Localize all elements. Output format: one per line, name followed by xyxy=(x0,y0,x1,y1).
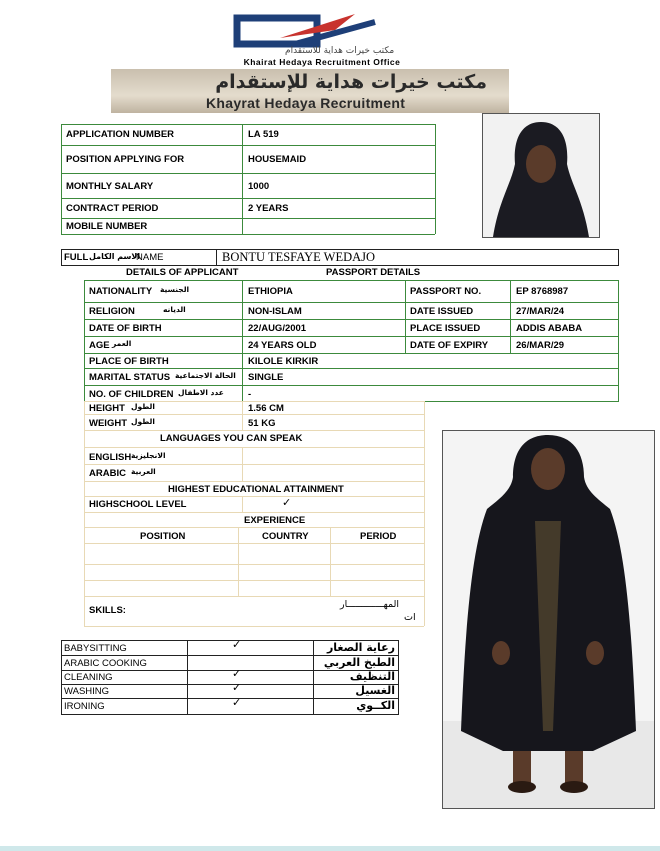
position-value: HOUSEMAID xyxy=(248,154,307,165)
logo-english-text: Khairat Hedaya Recruitment Office xyxy=(243,57,401,67)
experience-country-header: COUNTRY xyxy=(262,531,309,542)
mobile-label: MOBILE NUMBER xyxy=(66,221,148,232)
date-issued-value: 27/MAR/24 xyxy=(516,306,565,317)
nationality-value: ETHIOPIA xyxy=(248,286,293,297)
banner-arabic-text: مكتب خيرات هداية للإستقدام xyxy=(215,71,487,93)
skill-babysitting-check-icon: ✓ xyxy=(232,638,242,651)
skills-label: SKILLS: xyxy=(89,605,126,616)
company-logo xyxy=(225,8,440,66)
skill-ironing-arabic: الكــوي xyxy=(356,699,395,712)
passport-no-label: PASSPORT NO. xyxy=(410,286,482,297)
skill-washing-check-icon: ✓ xyxy=(232,681,242,694)
application-number-label: APPLICATION NUMBER xyxy=(66,129,175,140)
salary-label: MONTHLY SALARY xyxy=(66,181,154,192)
applicant-full-body-photo xyxy=(442,430,655,809)
salary-value: 1000 xyxy=(248,181,270,192)
children-value: - xyxy=(248,389,252,400)
english-label: ENGLISH xyxy=(89,452,132,463)
skills-arabic-label-2: ات xyxy=(404,612,416,623)
nationality-label: NATIONALITY xyxy=(89,286,153,297)
date-of-expiry-value: 26/MAR/29 xyxy=(516,340,565,351)
dob-label: DATE OF BIRTH xyxy=(89,323,162,334)
arabic-arabic-label: العربية xyxy=(131,467,156,476)
marital-status-label: MARITAL STATUS xyxy=(89,372,171,383)
place-issued-value: ADDIS ABABA xyxy=(516,323,583,334)
age-value: 24 YEARS OLD xyxy=(248,340,317,351)
weight-value: 51 KG xyxy=(248,418,276,429)
arabic-label: ARABIC xyxy=(89,468,126,479)
weight-arabic-label: الطول xyxy=(131,417,155,426)
page-bottom-edge xyxy=(0,846,660,851)
full-label: FULL xyxy=(64,252,89,263)
skill-cleaning-check-icon: ✓ xyxy=(232,667,242,680)
place-of-birth-label: PLACE OF BIRTH xyxy=(89,356,169,367)
skill-arabic-cooking-label: ARABIC COOKING xyxy=(64,658,147,669)
children-arabic-label: عدد الاطفال xyxy=(178,388,224,397)
contract-label: CONTRACT PERIOD xyxy=(66,203,159,214)
name-label: NAME xyxy=(136,252,164,263)
date-issued-label: DATE ISSUED xyxy=(410,306,474,317)
passport-no-value: EP 8768987 xyxy=(516,286,569,297)
experience-position-header: POSITION xyxy=(140,531,186,542)
skill-cleaning-label: CLEANING xyxy=(64,672,113,683)
languages-heading: LANGUAGES YOU CAN SPEAK xyxy=(160,433,303,444)
passport-details-heading: PASSPORT DETAILS xyxy=(326,267,421,278)
logo-arabic-text: مكتب خيرات هداية للاستقدام xyxy=(285,46,395,56)
weight-label: WEIGHT xyxy=(89,418,127,429)
details-of-applicant-heading: DETAILS OF APPLICANT xyxy=(126,267,239,278)
full-name-arabic-label: الاسم الكامل xyxy=(89,252,141,261)
height-value: 1.56 CM xyxy=(248,403,284,414)
religion-value: NON-ISLAM xyxy=(248,306,302,317)
skill-arabic-cooking-arabic: الطبخ العربي xyxy=(323,656,395,669)
position-label: POSITION APPLYING FOR xyxy=(66,154,185,165)
age-label: AGE xyxy=(89,340,110,351)
logo-mark-icon xyxy=(225,8,440,48)
application-number-value: LA 519 xyxy=(248,129,279,140)
highschool-label: HIGHSCHOOL LEVEL xyxy=(89,499,187,510)
skills-arabic-label-1: المهـــــــــــــار xyxy=(340,599,400,610)
age-arabic-label: العمر xyxy=(112,339,132,348)
banner-english-text: Khayrat Hedaya Recruitment xyxy=(206,95,406,111)
contract-value: 2 YEARS xyxy=(248,203,289,214)
highschool-check-icon: ✓ xyxy=(282,496,292,509)
marital-status-value: SINGLE xyxy=(248,372,284,383)
skill-cleaning-arabic: التنظيف xyxy=(349,670,395,683)
religion-arabic-label: الديانه xyxy=(163,305,186,314)
height-label: HEIGHT xyxy=(89,403,125,414)
skill-ironing-check-icon: ✓ xyxy=(232,696,242,709)
nationality-arabic-label: الجنسية xyxy=(160,285,190,294)
experience-period-header: PERIOD xyxy=(360,531,397,542)
height-arabic-label: الطول xyxy=(131,402,155,411)
skill-ironing-label: IRONING xyxy=(64,701,105,712)
children-label: NO. OF CHILDREN xyxy=(89,389,174,400)
religion-label: RELIGION xyxy=(89,306,135,317)
place-of-birth-value: KILOLE KIRKIR xyxy=(248,356,319,367)
english-arabic-label: الانجليزية xyxy=(131,451,166,460)
marital-status-arabic-label: الحالة الاجتماعية xyxy=(175,371,236,380)
skill-babysitting-arabic: رعاية الصغار xyxy=(326,641,395,654)
place-issued-label: PLACE ISSUED xyxy=(410,323,481,334)
education-heading: HIGHEST EDUCATIONAL ATTAINMENT xyxy=(168,484,344,495)
skill-washing-label: WASHING xyxy=(64,686,110,697)
experience-heading: EXPERIENCE xyxy=(244,515,306,526)
applicant-headshot-photo xyxy=(482,113,600,238)
skill-washing-arabic: الغسيل xyxy=(355,684,395,697)
date-of-expiry-label: DATE OF EXPIRY xyxy=(410,340,489,351)
skill-babysitting-label: BABYSITTING xyxy=(64,643,127,654)
full-name-value: BONTU TESFAYE WEDAJO xyxy=(222,250,376,264)
company-banner xyxy=(111,69,509,113)
dob-value: 22/AUG/2001 xyxy=(248,323,307,334)
